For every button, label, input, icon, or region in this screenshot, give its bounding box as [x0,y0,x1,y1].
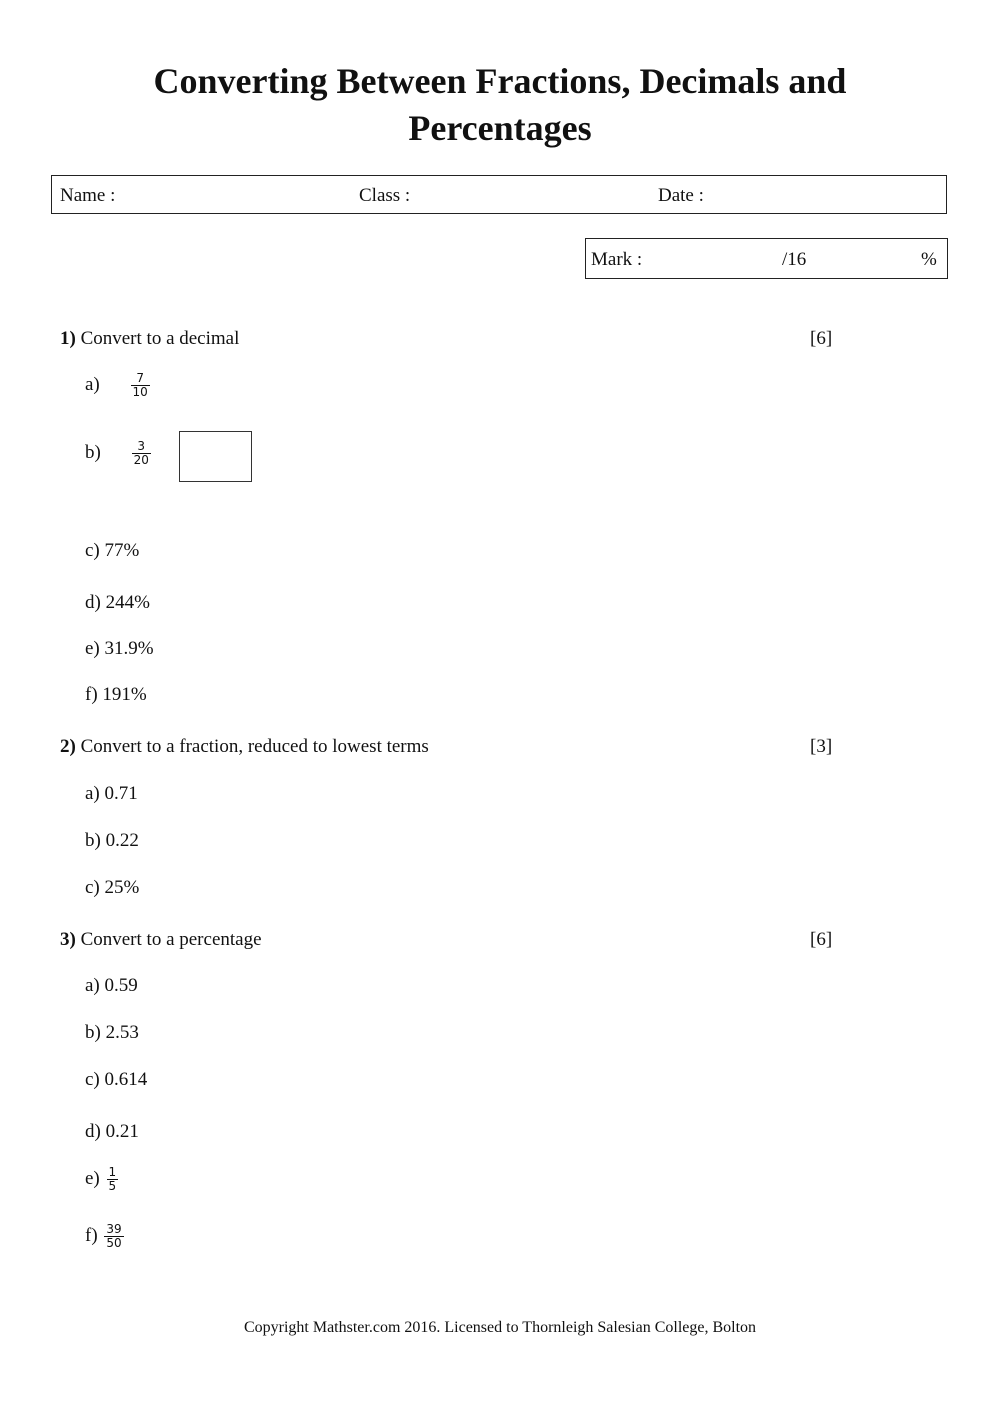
student-info-box [51,175,947,214]
question-1-text: Convert to a decimal [80,328,240,349]
q3-item-c: c) 0.614 [85,1069,148,1090]
q1-a-fraction [131,372,150,399]
fraction-denominator: 20 [133,453,149,467]
mark-percent: % [921,249,937,270]
q1-item-e: e) 31.9% [85,638,154,659]
q1-item-c: c) 77% [85,540,140,561]
q1-a-label: a) [85,373,100,395]
q2-item-b: b) 0.22 [85,830,139,851]
q1-b-label: b) [85,441,101,463]
question-3-marks: [6] [810,929,833,950]
fraction-denominator: 5 [108,1179,117,1193]
q3-item-e [85,1166,118,1193]
fraction-numerator: 1 [108,1165,117,1179]
q1-item-a [85,372,150,399]
mark-label: Mark : [591,249,643,270]
page-title: Converting Between Fractions, Decimals and Percentages [153,61,847,148]
q3-item-a: a) 0.59 [85,975,138,996]
q3-item-d: d) 0.21 [85,1121,139,1142]
question-2-number: 2) [60,736,76,757]
fraction-denominator: 10 [132,385,148,399]
q3-e-fraction [107,1166,119,1193]
answer-box[interactable] [179,431,252,482]
copyright-footer: Copyright Mathster.com 2016. Licensed to Thornleigh Salesian College, Bolton [243,1319,757,1336]
q3-item-f [85,1223,124,1250]
q3-f-label: f) [85,1224,98,1246]
name-label: Name : [60,185,116,206]
q1-b-fraction [132,440,151,467]
q2-item-c: c) 25% [85,877,140,898]
question-2-marks: [3] [810,736,833,757]
fraction-numerator: 7 [136,371,144,385]
fraction-denominator: 50 [106,1236,122,1250]
question-3-text: Convert to a percentage [80,929,262,950]
fraction-numerator: 39 [106,1222,122,1236]
question-2-heading [60,736,429,758]
question-1-number: 1) [60,328,76,349]
class-label: Class : [359,185,411,206]
q2-item-a: a) 0.71 [85,783,138,804]
question-2-text: Convert to a fraction, reduced to lowest terms [80,736,429,757]
question-3-heading [60,929,262,951]
fraction-numerator: 3 [137,439,146,453]
date-label: Date : [658,185,704,206]
question-1-heading [60,328,239,350]
q1-item-b [85,440,151,467]
q3-e-label: e) [85,1167,100,1189]
question-1-marks: [6] [810,328,833,349]
question-3-number: 3) [60,929,76,950]
q3-f-fraction [104,1223,123,1250]
q3-item-b: b) 2.53 [85,1022,139,1043]
mark-total: /16 [782,249,807,270]
q1-item-f: f) 191% [85,684,147,705]
q1-item-d: d) 244% [85,592,150,613]
